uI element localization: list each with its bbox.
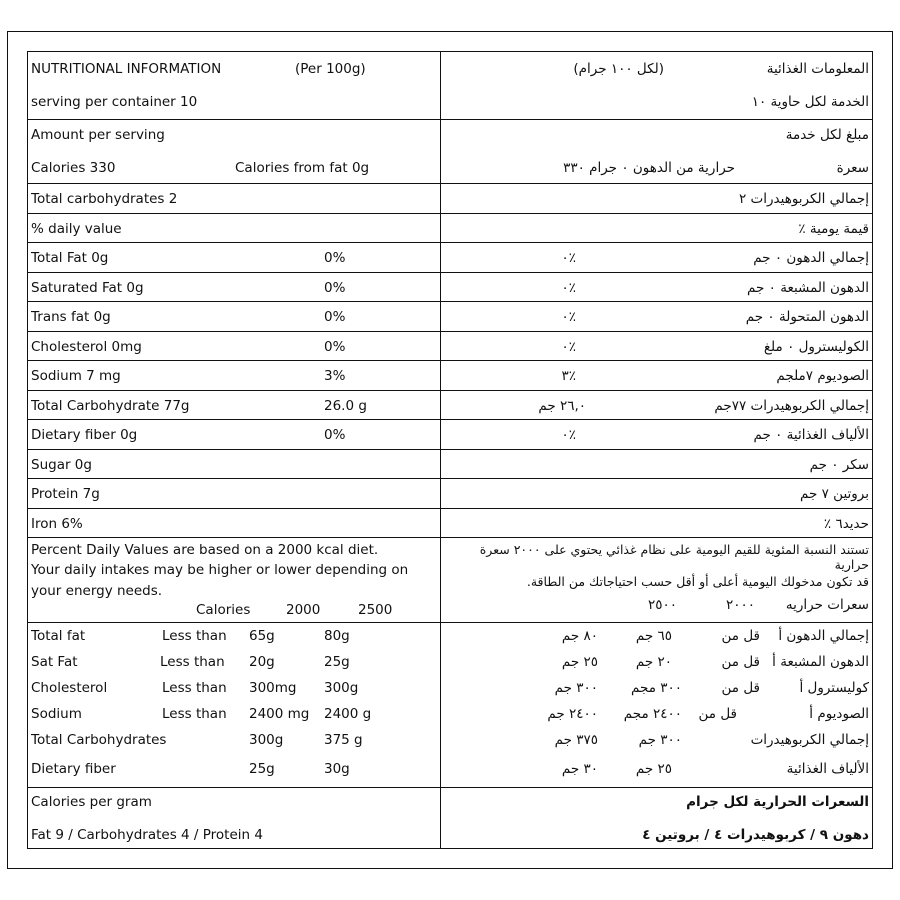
ref-limit-en: Less than [160, 654, 225, 670]
cal-per-gram-ar: السعرات الحرارية لكل جرام [686, 794, 869, 810]
ref-name-ar: إجمالي الكربوهيدرات [750, 732, 869, 748]
divider [28, 360, 440, 361]
divider [441, 301, 872, 302]
divider [441, 390, 872, 391]
nutrient-label-en: Cholesterol 0mg [31, 339, 142, 355]
nutrient-label-en: Total Carbohydrate 77g [31, 398, 190, 414]
nutrient-label-ar: إجمالي الدهون ٠ جم [753, 250, 869, 266]
ref-name-ar: الألياف الغذائية [786, 761, 869, 777]
title-en: NUTRITIONAL INFORMATION [31, 61, 222, 77]
divider [28, 622, 440, 623]
calories-fat-ar: حرارية من الدهون ٠ جرام ٣٣٠ [563, 160, 735, 176]
nutrient-label-en: Sodium 7 mg [31, 368, 121, 384]
divider [28, 537, 440, 538]
nutrient-value-en: 0% [324, 309, 346, 325]
serving-ar: الخدمة لكل حاوية ١٠ [751, 94, 869, 110]
ref-v2500-ar: ٣٠ جم [561, 761, 598, 777]
amount-ar: مبلغ لكل خدمة [785, 127, 869, 143]
nutrient-label-ar: الدهون المشبعة ٠ جم [747, 280, 869, 296]
nutrient-value-ar: ٪٠ [561, 309, 576, 325]
ref-v2500-ar: ٣٠٠ جم [554, 680, 598, 696]
ref-head-2500-en: 2500 [358, 602, 393, 618]
ref-name-en: Cholesterol [31, 680, 108, 696]
nutrient-value-en: 26.0 g [324, 398, 367, 414]
ref-v2000-en: 25g [249, 761, 275, 777]
footnote-line-en: your energy needs. [31, 583, 163, 599]
nutrient-label-ar: إجمالي الكربوهيدرات ٧٧جم [714, 398, 869, 414]
divider [28, 449, 440, 450]
serving-en: serving per container 10 [31, 94, 198, 110]
divider [441, 478, 872, 479]
ref-name-en: Total fat [31, 628, 86, 644]
iron-en: Iron 6% [31, 516, 83, 532]
ref-name-ar: إجمالي الدهون أ [778, 628, 869, 644]
nutrient-value-ar: ٪٠ [561, 339, 576, 355]
ref-v2500-ar: ٣٧٥ جم [554, 732, 598, 748]
calories-ar: سعرة [836, 160, 869, 176]
cal-breakdown-en: Fat 9 / Carbohydrates 4 / Protein 4 [31, 827, 263, 843]
divider [441, 242, 872, 243]
amount-en: Amount per serving [31, 127, 165, 143]
ref-v2000-ar: ٢٤٠٠ مجم [623, 706, 682, 722]
ref-head-2500-ar: ٢٥٠٠ [647, 597, 677, 613]
protein-en: Protein 7g [31, 486, 100, 502]
ref-v2500-en: 2400 g [324, 706, 372, 722]
ref-v2000-en: 2400 mg [249, 706, 310, 722]
divider [441, 360, 872, 361]
ref-v2000-ar: ٦٥ جم [635, 628, 672, 644]
nutrient-value-ar: ٪٠ [561, 280, 576, 296]
ref-name-ar: كوليسترول أ [799, 680, 869, 696]
footnote-line-en: Percent Daily Values are based on a 2000 kcal diet. [31, 542, 379, 558]
ref-head-label-en: Calories [196, 602, 251, 618]
divider [441, 787, 872, 788]
ref-name-en: Sodium [31, 706, 82, 722]
divider [441, 419, 872, 420]
nutrient-value-ar: ٪٠ [561, 250, 576, 266]
ref-v2000-en: 300mg [249, 680, 297, 696]
nutrient-label-ar: الكوليسترول ٠ ملغ [763, 339, 869, 355]
ref-limit-en: Less than [162, 706, 227, 722]
ref-name-ar: الصوديوم أ [809, 706, 869, 722]
nutrient-value-ar: ٪٠ [561, 427, 576, 443]
ref-name-en: Dietary fiber [31, 761, 116, 777]
footnote-line-en: Your daily intakes may be higher or lower depending on [31, 562, 409, 578]
nutrient-label-en: Trans fat 0g [31, 309, 111, 325]
arabic-panel [441, 51, 873, 849]
ref-v2000-ar: ٢٥ جم [635, 761, 672, 777]
nutrient-label-ar: الألياف الغذائية ٠ جم [753, 427, 869, 443]
sugar-en: Sugar 0g [31, 457, 92, 473]
ref-limit-ar: قل من [721, 680, 760, 696]
divider [441, 622, 872, 623]
nutrient-label-ar: الصوديوم ٧ملجم [776, 368, 869, 384]
per-100g-ar: (لكل ١٠٠ جرام) [573, 61, 664, 77]
nutrient-label-en: Saturated Fat 0g [31, 280, 144, 296]
ref-v2000-ar: ٢٠ جم [635, 654, 672, 670]
ref-head-2000-ar: ٢٠٠٠ [725, 597, 755, 613]
divider [28, 213, 440, 214]
ref-v2500-en: 375 g [324, 732, 363, 748]
ref-name-en: Sat Fat [31, 654, 78, 670]
nutrient-value-en: 3% [324, 368, 346, 384]
iron-ar: حديد٦ ٪ [823, 516, 869, 532]
ref-v2500-en: 80g [324, 628, 350, 644]
ref-v2000-en: 20g [249, 654, 275, 670]
divider [441, 449, 872, 450]
divider [28, 183, 440, 184]
cal-per-gram-en: Calories per gram [31, 794, 152, 810]
divider [441, 183, 872, 184]
daily-value-en: % daily value [31, 221, 122, 237]
nutrient-value-en: 0% [324, 250, 346, 266]
divider [28, 419, 440, 420]
protein-ar: بروتين ٧ جم [799, 486, 869, 502]
ref-v2500-ar: ٨٠ جم [561, 628, 598, 644]
nutrient-label-ar: الدهون المتحولة ٠ جم [745, 309, 869, 325]
divider [441, 119, 872, 120]
ref-v2500-en: 300g [324, 680, 359, 696]
ref-v2000-en: 65g [249, 628, 275, 644]
divider [28, 242, 440, 243]
nutrient-value-ar: ٢٦,٠ جم [538, 398, 586, 414]
divider [28, 508, 440, 509]
ref-v2500-en: 25g [324, 654, 350, 670]
ref-v2500-ar: ٢٥ جم [561, 654, 598, 670]
ref-v2500-en: 30g [324, 761, 350, 777]
ref-limit-en: Less than [162, 680, 227, 696]
cal-breakdown-ar: دهون ٩ / كربوهيدرات ٤ / بروتين ٤ [642, 827, 869, 843]
divider [28, 390, 440, 391]
title-ar: المعلومات الغذائية [766, 61, 869, 77]
divider [28, 331, 440, 332]
divider [441, 213, 872, 214]
ref-v2000-en: 300g [249, 732, 284, 748]
calories-fat-en: Calories from fat 0g [235, 160, 370, 176]
sugar-ar: سكر ٠ جم [809, 457, 869, 473]
nutrient-value-en: 0% [324, 339, 346, 355]
ref-limit-ar: قل من [721, 654, 760, 670]
calories-en: Calories 330 [31, 160, 116, 176]
per-100g-en: (Per 100g) [295, 61, 366, 77]
ref-name-ar: الدهون المشبعة أ [772, 654, 869, 670]
nutrient-value-en: 0% [324, 427, 346, 443]
nutrient-value-en: 0% [324, 280, 346, 296]
ref-limit-ar: قل من [698, 706, 737, 722]
divider [28, 301, 440, 302]
divider [28, 119, 440, 120]
nutrient-label-en: Dietary fiber 0g [31, 427, 138, 443]
divider [441, 331, 872, 332]
total-carbs-top-en: Total carbohydrates 2 [31, 191, 178, 207]
ref-head-2000-en: 2000 [286, 602, 321, 618]
nutrient-value-ar: ٪٣ [561, 368, 576, 384]
ref-v2000-ar: ٣٠٠ مجم [631, 680, 682, 696]
divider [441, 508, 872, 509]
footnote-line-ar: تستند النسبة المئوية للقيم اليومية على نظام غذائي يحتوي على ٢٠٠٠ سعرة حرارية [479, 542, 869, 572]
ref-head-label-ar: سعرات حراريه [785, 597, 869, 613]
english-panel [27, 51, 441, 849]
divider [441, 537, 872, 538]
ref-limit-en: Less than [162, 628, 227, 644]
ref-name-en: Total Carbohydrates [31, 732, 167, 748]
nutrient-label-en: Total Fat 0g [31, 250, 109, 266]
divider [28, 272, 440, 273]
divider [441, 272, 872, 273]
ref-v2000-ar: ٣٠٠ جم [638, 732, 682, 748]
ref-v2500-ar: ٢٤٠٠ جم [547, 706, 598, 722]
divider [28, 787, 440, 788]
footnote-line-ar: قد تكون مدخولك اليومية أعلى أو أقل حسب احتياجاتك من الطاقة. [526, 574, 869, 589]
daily-value-ar: قيمة يومية ٪ [798, 221, 869, 237]
divider [28, 478, 440, 479]
ref-limit-ar: قل من [721, 628, 760, 644]
total-carbs-top-ar: إجمالي الكربوهيدرات ٢ [739, 191, 869, 207]
